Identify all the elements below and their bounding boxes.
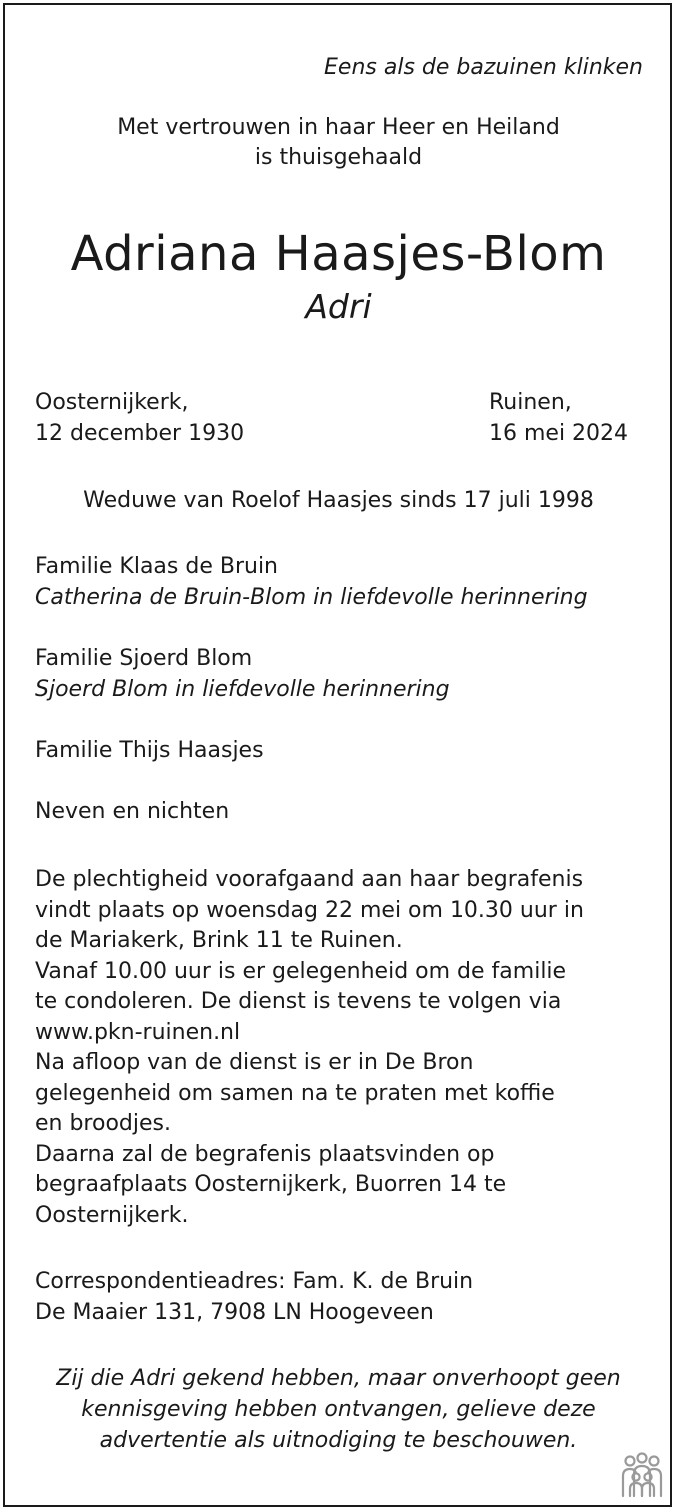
deceased-name: Adriana Haasjes-Blom	[70, 226, 607, 282]
death-place: Ruinen,	[489, 390, 572, 415]
intro-text	[0, 113, 677, 173]
family-block	[35, 736, 264, 767]
birth-place: Oosternijkerk,	[35, 390, 189, 415]
service-line: gelegenheid om samen na te praten met koffie	[35, 1080, 555, 1106]
closing-line: Zij die Adri gekend hebben, maar onverhoopt geen	[56, 1366, 621, 1391]
service-line: te condoleren. De dienst is tevens te volgen via	[35, 989, 562, 1014]
service-line: Daarna zal de begrafenis plaatsvinden op	[35, 1141, 495, 1167]
service-line: Na afloop van de dienst is er in De Bron	[35, 1050, 474, 1075]
service-line: Oosternijkerk.	[35, 1202, 189, 1228]
widow-line: Weduwe van Roelof Haasjes sinds 17 juli 1998	[83, 488, 594, 513]
closing-line: advertentie als uitnodiging te beschouwen.	[99, 1428, 578, 1453]
service-line: en broodjes.	[35, 1111, 171, 1136]
closing-line: kennisgeving hebben ontvangen, gelieve deze	[81, 1397, 596, 1422]
service-line: De plechtigheid voorafgaand aan haar begrafenis	[35, 867, 584, 892]
family-name: Familie Thijs Haasjes	[35, 738, 264, 763]
family-block	[35, 797, 229, 828]
service-line: www.pkn-ruinen.nl	[35, 1019, 241, 1045]
correspondence-line: Correspondentieadres: Fam. K. de Bruin	[35, 1269, 474, 1294]
birth-info	[35, 388, 244, 449]
family-memory: Sjoerd Blom in liefdevolle herinnering	[35, 676, 450, 702]
motto: Eens als de bazuinen klinken	[324, 55, 643, 80]
family-block	[35, 552, 588, 613]
birth-date: 12 december 1930	[35, 420, 245, 446]
intro-line: is thuisgehaald	[254, 145, 423, 170]
family-name: Familie Sjoerd Blom	[35, 646, 253, 671]
closing-note	[0, 1363, 677, 1456]
death-info	[489, 388, 628, 449]
service-line: begraafplaats Oosternijkerk, Buorren 14 te	[35, 1172, 507, 1197]
family-memory: Catherina de Bruin-Blom in liefdevolle herinnering	[35, 584, 588, 610]
intro-line: Met vertrouwen in haar Heer en Heiland	[117, 115, 560, 140]
nickname: Adri	[305, 287, 372, 326]
service-details	[35, 865, 584, 1231]
family-block	[35, 644, 450, 705]
people-group-icon	[617, 1452, 667, 1498]
service-line: vindt plaats op woensdag 22 mei om 10.30 uur in	[35, 897, 584, 923]
family-name: Neven en nichten	[35, 799, 230, 824]
correspondence-line: De Maaier 131, 7908 LN Hoogeveen	[35, 1299, 434, 1325]
correspondence-address	[35, 1267, 473, 1328]
service-line: Vanaf 10.00 uur is er gelegenheid om de familie	[35, 958, 567, 984]
service-line: de Mariakerk, Brink 11 te Ruinen.	[35, 928, 403, 953]
family-name: Familie Klaas de Bruin	[35, 554, 278, 579]
death-date: 16 mei 2024	[489, 420, 629, 446]
